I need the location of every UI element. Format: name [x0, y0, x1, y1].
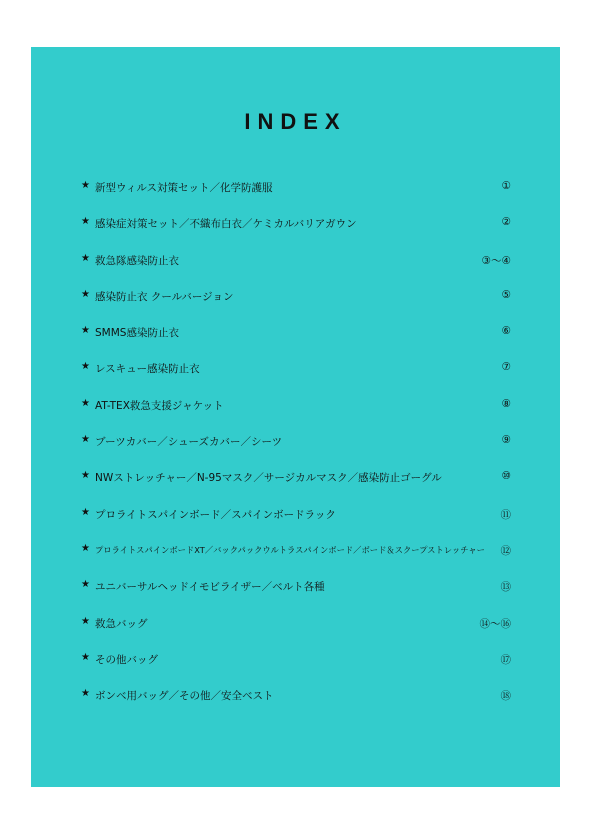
toc-item-label: プロライトスパインボード／スパインボードラック: [95, 508, 336, 521]
toc-item-label: 救急バッグ: [95, 617, 148, 630]
toc-page-number: ⑨: [501, 434, 511, 447]
toc-item-label: 感染防止衣 クールバージョン: [95, 290, 234, 303]
toc-row: [81, 507, 511, 543]
toc-page-number: ⑪: [500, 508, 511, 521]
toc-row: [81, 325, 511, 361]
toc-page-number: ①: [501, 180, 511, 192]
star-icon: ★: [81, 288, 90, 300]
star-icon: ★: [81, 216, 90, 228]
toc-page-number: ⑬: [500, 581, 511, 594]
toc-row: [81, 361, 511, 397]
page-title: INDEX: [244, 109, 347, 134]
toc-page-number: ⑭～⑯: [479, 617, 511, 630]
toc-row: [81, 616, 511, 652]
toc-item-label: ボンベ用バッグ／その他／安全ベスト: [95, 690, 274, 703]
star-icon: ★: [81, 397, 90, 409]
toc-page-number: ②: [501, 216, 511, 229]
index-page: [31, 47, 560, 787]
toc-page-number: ⑰: [500, 653, 511, 666]
table-of-contents: [81, 180, 511, 724]
star-icon: ★: [81, 542, 90, 554]
star-icon: ★: [81, 470, 90, 482]
toc-page-number: ⑥: [501, 325, 511, 338]
toc-item-label: NWストレッチャー／N-95マスク／サージカルマスク／感染防止ゴーグル: [95, 472, 442, 485]
star-icon: ★: [81, 434, 90, 446]
star-icon: ★: [81, 506, 90, 518]
toc-page-number: ⑫: [500, 544, 511, 557]
toc-item-label: 新型ウィルス対策セット／化学防護服: [95, 182, 273, 194]
toc-page-number: ⑧: [501, 397, 511, 410]
toc-page-number: ⑱: [500, 690, 511, 703]
toc-row: [81, 688, 511, 724]
toc-page-number: ⑦: [501, 361, 511, 374]
toc-row: [81, 579, 511, 615]
toc-page-number: ⑤: [501, 288, 511, 301]
toc-item-label: AT-TEX救急支援ジャケット: [95, 399, 224, 412]
star-icon: ★: [81, 325, 90, 337]
toc-item-label: レスキュー感染防止衣: [95, 363, 200, 376]
toc-page-number: ⑩: [501, 470, 511, 483]
star-icon: ★: [81, 180, 90, 191]
star-icon: ★: [81, 361, 90, 373]
toc-row: [81, 652, 511, 688]
toc-page-number: ③～④: [481, 254, 511, 267]
star-icon: ★: [81, 651, 90, 663]
toc-row: [81, 216, 511, 252]
toc-item-label: その他バッグ: [95, 653, 158, 666]
toc-row: [81, 180, 511, 216]
star-icon: ★: [81, 252, 90, 264]
toc-row: [81, 398, 511, 434]
toc-row: [81, 289, 511, 325]
toc-item-label: 救急隊感染防止衣: [95, 254, 179, 267]
toc-row: [81, 543, 511, 579]
star-icon: ★: [81, 579, 90, 591]
toc-item-label: SMMS感染防止衣: [95, 327, 179, 340]
toc-row: [81, 470, 511, 506]
toc-item-label: ブーツカバー／シューズカバー／シーツ: [95, 436, 283, 449]
star-icon: ★: [81, 688, 90, 700]
toc-item-label: 感染症対策セット／不織布白衣／ケミカルバリアガウン: [95, 218, 357, 231]
toc-item-label: プロライトスパインボードXT／バックパックウルトラスパインボード／ボード＆スクープストレッチャー: [95, 544, 485, 555]
toc-row: [81, 253, 511, 289]
toc-row: [81, 434, 511, 470]
toc-item-label: ユニバーサルヘッドイモビライザー／ベルト各種: [95, 581, 325, 594]
star-icon: ★: [81, 615, 90, 627]
